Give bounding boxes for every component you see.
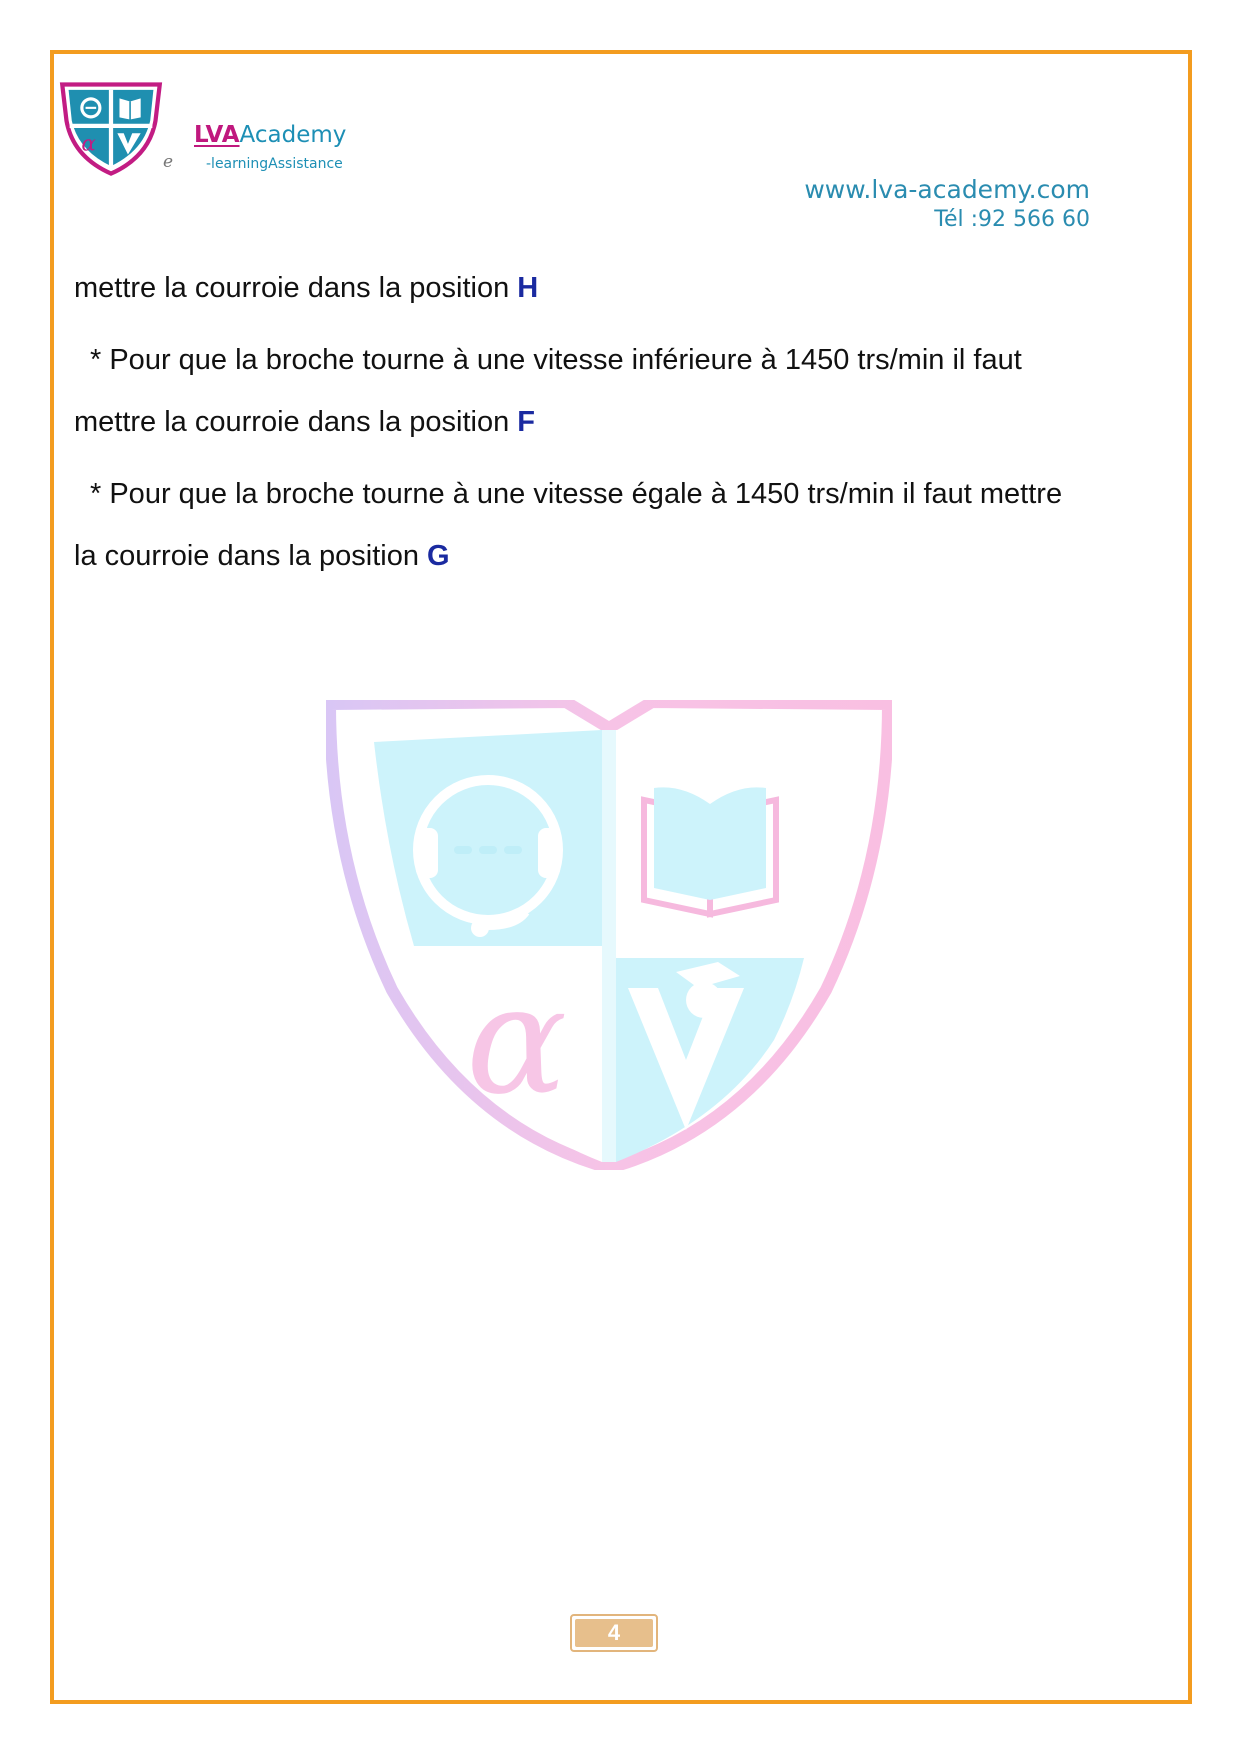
text-line (74, 540, 450, 573)
brand-lva: LVA (194, 122, 240, 148)
text-line (74, 272, 538, 305)
line-text: * Pour que la broche tourne à une vitesse inférieure à 1450 trs/min il faut (90, 344, 1022, 376)
page-number-badge (570, 1614, 658, 1652)
answer-letter: G (427, 540, 450, 572)
line-text: la courroie dans la position (74, 540, 428, 572)
line-text: mettre la courroie dans la position (74, 272, 518, 304)
page-number: 4 (575, 1619, 653, 1647)
lva-academy-logo-icon (58, 80, 164, 176)
brand-academy: Academy (239, 122, 347, 148)
text-line (74, 406, 535, 439)
line-text: * Pour que la broche tourne à une vitesse égale à 1450 trs/min il faut mettre (90, 478, 1063, 510)
answer-letter: H (517, 272, 539, 304)
shield-watermark-icon (326, 700, 892, 1170)
telephone-number: Tél :92 566 60 (934, 207, 1090, 232)
contact-block (804, 174, 1090, 234)
line-text: mettre la courroie dans la position (74, 406, 518, 438)
website-link[interactable]: www.lva-academy.com (804, 175, 1090, 204)
brand-name (194, 121, 346, 149)
brand-tagline: -learningAssistance (206, 156, 343, 172)
svg-text:α: α (81, 130, 96, 156)
brand-e-mark: e (163, 152, 174, 172)
text-line (74, 478, 1062, 511)
svg-text:α: α (466, 954, 568, 1128)
text-line (74, 344, 1022, 377)
answer-letter: F (517, 406, 536, 438)
